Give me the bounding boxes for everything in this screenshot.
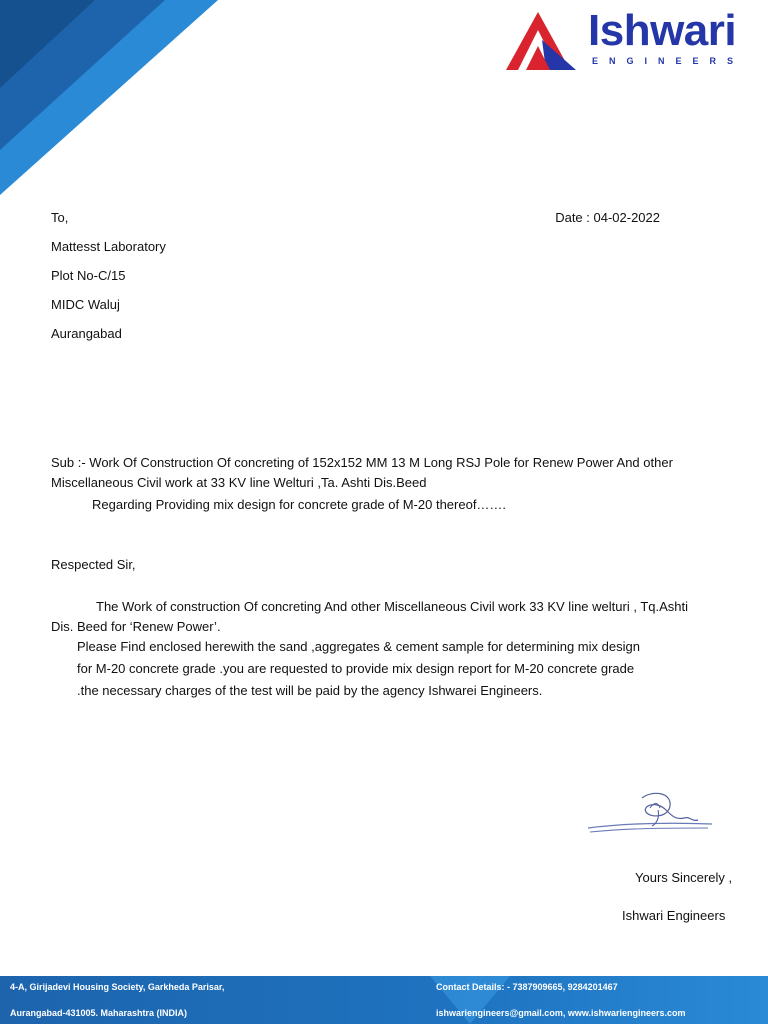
footer-address-line: Aurangabad-431005. Maharashtra (INDIA) [10,1008,188,1018]
salutation: Respected Sir, [51,557,136,572]
footer-contact-web: ishwariengineers@gmail.com, www.ishwariengineers.com [436,1008,686,1018]
address-line: MIDC Waluj [51,297,120,312]
subject-line: Regarding Providing mix design for concrete grade of M-20 thereof……. [92,497,507,512]
closing: Yours Sincerely , [635,870,733,885]
letter-to: To, [51,210,69,225]
subject-line: Miscellaneous Civil work at 33 KV line Welturi ,Ta. Ashti Dis.Beed [51,475,427,490]
subject-line: Sub :- Work Of Construction Of concreting of 152x152 MM 13 M Long RSJ Pole for Renew Power And other [51,455,673,470]
logo-brand-subtitle: ENGINEERS [592,56,745,66]
body-line: The Work of construction Of concreting And other Miscellaneous Civil work 33 KV line welturi , Tq.Ashti [96,599,689,614]
signature-image [580,788,720,840]
address-line: Mattesst Laboratory [51,239,166,254]
footer-bar [0,976,768,1024]
signatory: Ishwari Engineers [622,908,726,923]
company-logo [506,8,762,98]
footer-address-line: 4-A, Girijadevi Housing Society, Garkheda Parisar, [10,982,225,992]
body-line: for M-20 concrete grade .you are requested to provide mix design report for M-20 concrete grade [77,661,635,676]
footer-contact-phone: Contact Details: - 7387909665, 9284201467 [436,982,618,992]
logo-triangle-icon [506,10,588,72]
letter-date: Date : 04-02-2022 [555,210,660,225]
logo-brand-name: Ishwari [588,6,737,55]
corner-decoration [0,0,230,200]
body-line: Please Find enclosed herewith the sand ,aggregates & cement sample for determining mix design [77,639,640,654]
address-line: Aurangabad [51,326,122,341]
body-line: Dis. Beed for ‘Renew Power’. [51,619,221,634]
address-line: Plot No-C/15 [51,268,126,283]
body-line: .the necessary charges of the test will be paid by the agency Ishwarei Engineers. [77,683,543,698]
